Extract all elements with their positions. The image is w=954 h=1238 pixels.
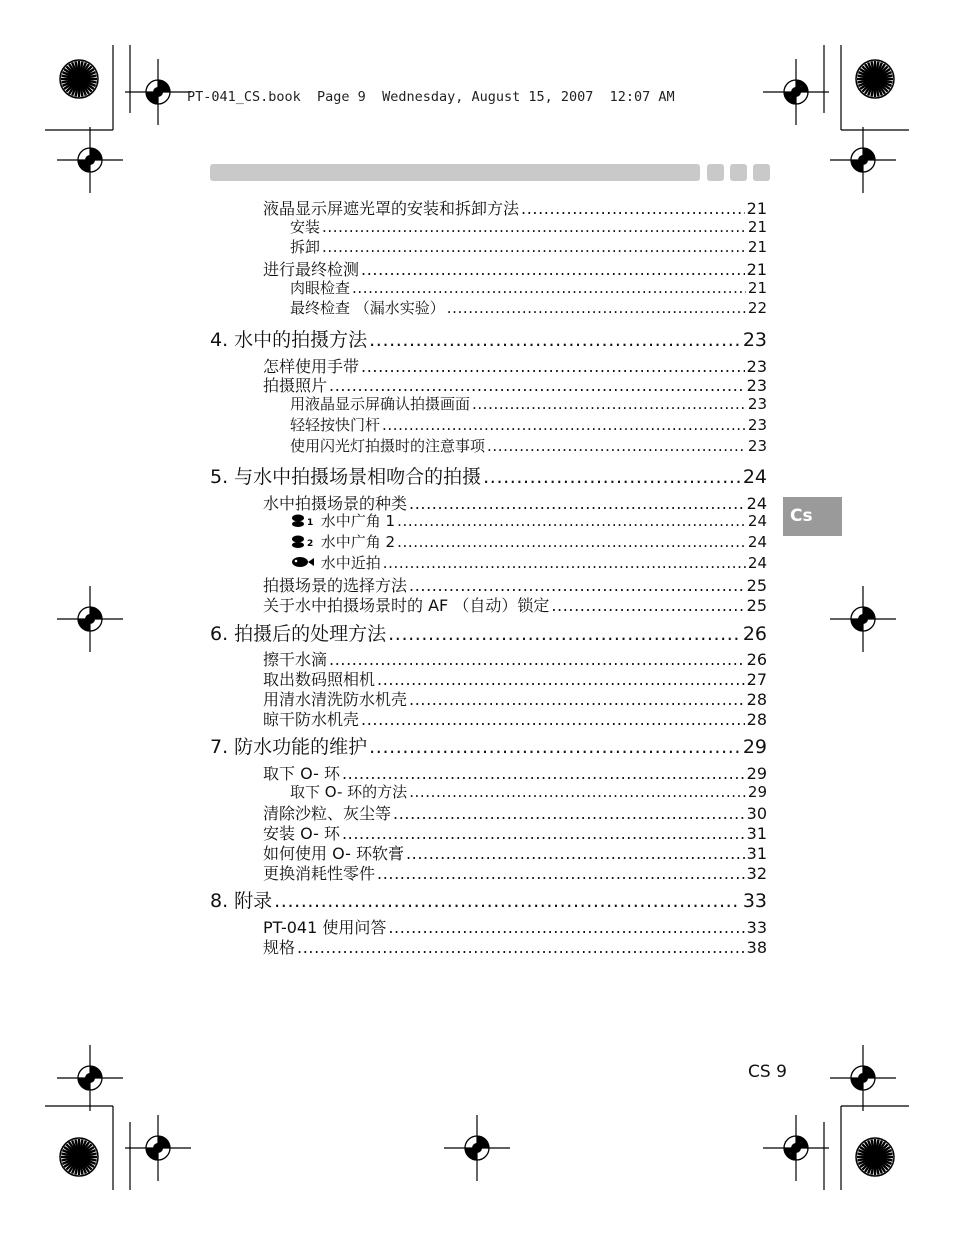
toc-entry[interactable]: 怎样使用手带 ..... 23	[263, 354, 767, 377]
header-bar	[210, 164, 700, 181]
toc-entry[interactable]: 液晶显示屏遮光罩的安装和拆卸方法 ..... 21	[263, 196, 767, 219]
toc-chapter[interactable]: 6. 拍摄后的处理方法 ..... 26	[210, 619, 767, 646]
toc-entry[interactable]: 用清水清洗防水机壳 ..... 28	[263, 687, 767, 710]
fish-wide-2-icon	[290, 534, 316, 548]
toc-entry[interactable]: 取下 O- 环的方法 ..... 29	[290, 781, 767, 802]
toc-entry[interactable]: 安装 O- 环 ..... 31	[263, 821, 767, 844]
toc-page-number: 23	[747, 416, 767, 434]
toc-entry[interactable]: 水中近拍 ..... 24	[290, 552, 767, 573]
toc-chapter[interactable]: 7. 防水功能的维护 ..... 29	[210, 732, 767, 759]
header-square	[753, 164, 770, 181]
toc-page-number: 26	[746, 650, 767, 669]
toc-page-number: 21	[746, 199, 767, 218]
toc-page-number: 31	[746, 824, 767, 843]
toc-entry[interactable]: 2 水中广角 2 ..... 24	[290, 531, 767, 552]
toc-page-number: 33	[746, 918, 767, 937]
toc-page-number: 30	[746, 804, 767, 823]
toc-entry[interactable]: 肉眼检查 ..... 21	[290, 277, 767, 298]
toc-page-number: 23	[746, 357, 767, 376]
toc-page-number: 28	[746, 690, 767, 709]
header-square	[707, 164, 724, 181]
toc-page-number: 24	[747, 533, 767, 551]
toc-entry[interactable]: 水中拍摄场景的种类 ..... 24	[263, 491, 767, 514]
toc-entry[interactable]: 关于水中拍摄场景时的 AF （自动）锁定 ..... 25	[263, 593, 767, 616]
toc-page-number: 29	[742, 736, 767, 758]
toc-entry[interactable]: 取下 O- 环 ..... 29	[263, 761, 767, 784]
toc-entry[interactable]: 清除沙粒、灰尘等 ..... 30	[263, 801, 767, 824]
toc-page-number: 25	[746, 576, 767, 595]
toc-entry[interactable]: 安装 ..... 21	[290, 216, 767, 237]
toc-page-number: 24	[747, 512, 767, 530]
toc-page-number: 29	[746, 764, 767, 783]
toc-page-number: 21	[747, 279, 767, 297]
toc-entry[interactable]: 擦干水滴 ..... 26	[263, 647, 767, 670]
toc-page-number: 21	[746, 260, 767, 279]
toc-entry[interactable]: 1 水中广角 1 ..... 24	[290, 510, 767, 531]
toc-chapter[interactable]: 5. 与水中拍摄场景相吻合的拍摄 ..... 24	[210, 462, 767, 489]
svg-text:1: 1	[307, 518, 314, 527]
toc-page-number: 38	[746, 938, 767, 957]
toc-chapter[interactable]: 8. 附录 ..... 33	[210, 886, 767, 913]
toc-entry[interactable]: 轻轻按快门杆 ..... 23	[290, 414, 767, 435]
toc-page-number: 29	[747, 783, 767, 801]
toc-page-number: 22	[747, 299, 767, 317]
language-side-tab: Cs	[783, 497, 842, 536]
toc-entry[interactable]: 取出数码照相机 ..... 27	[263, 667, 767, 690]
toc-page-number: 28	[746, 710, 767, 729]
toc-page-number: 21	[747, 218, 767, 236]
toc-page-number: 33	[742, 890, 767, 912]
toc-page-number: 24	[746, 494, 767, 513]
toc-entry[interactable]: 进行最终检测 ..... 21	[263, 257, 767, 280]
toc-page-number: 23	[742, 329, 767, 351]
toc-chapter[interactable]: 4. 水中的拍摄方法 ..... 23	[210, 325, 767, 352]
toc-entry[interactable]: PT-041 使用问答 ..... 33	[263, 915, 767, 938]
toc-entry[interactable]: 更换消耗性零件 ..... 32	[263, 861, 767, 884]
toc-entry[interactable]: 如何使用 O- 环软膏 ..... 31	[263, 841, 767, 864]
toc-page-number: 27	[746, 670, 767, 689]
toc-page-number: 24	[742, 466, 767, 488]
toc-page-number: 24	[747, 554, 767, 572]
toc-page-number: 23	[747, 437, 767, 455]
fish-wide-1-icon	[290, 513, 316, 527]
toc-entry[interactable]: 规格 ..... 38	[263, 935, 767, 958]
toc-page-number: 21	[747, 238, 767, 256]
toc-entry[interactable]: 拍摄场景的选择方法 ..... 25	[263, 573, 767, 596]
toc-entry[interactable]: 晾干防水机壳 ..... 28	[263, 707, 767, 730]
toc-page-number: 32	[746, 864, 767, 883]
header-square	[730, 164, 747, 181]
toc-entry[interactable]: 拍摄照片 ..... 23	[263, 373, 767, 396]
toc-page-number: 26	[742, 623, 767, 645]
toc-page-number: 31	[746, 844, 767, 863]
toc-page-number: 23	[747, 395, 767, 413]
page-number: CS 9	[748, 1062, 787, 1082]
toc-page-number: 25	[746, 596, 767, 615]
toc-entry[interactable]: 用液晶显示屏确认拍摄画面 ..... 23	[290, 393, 767, 414]
toc-entry[interactable]: 最终检查 （漏水实验） ..... 22	[290, 297, 767, 318]
toc-page-number: 23	[746, 376, 767, 395]
book-file-header: PT-041_CS.book Page 9 Wednesday, August 15, 2007 12:07 AM	[187, 89, 675, 105]
fish-macro-icon	[290, 555, 316, 569]
svg-text:2: 2	[307, 539, 314, 548]
toc-entry[interactable]: 拆卸 ..... 21	[290, 236, 767, 257]
toc-entry[interactable]: 使用闪光灯拍摄时的注意事项 ..... 23	[290, 435, 767, 456]
